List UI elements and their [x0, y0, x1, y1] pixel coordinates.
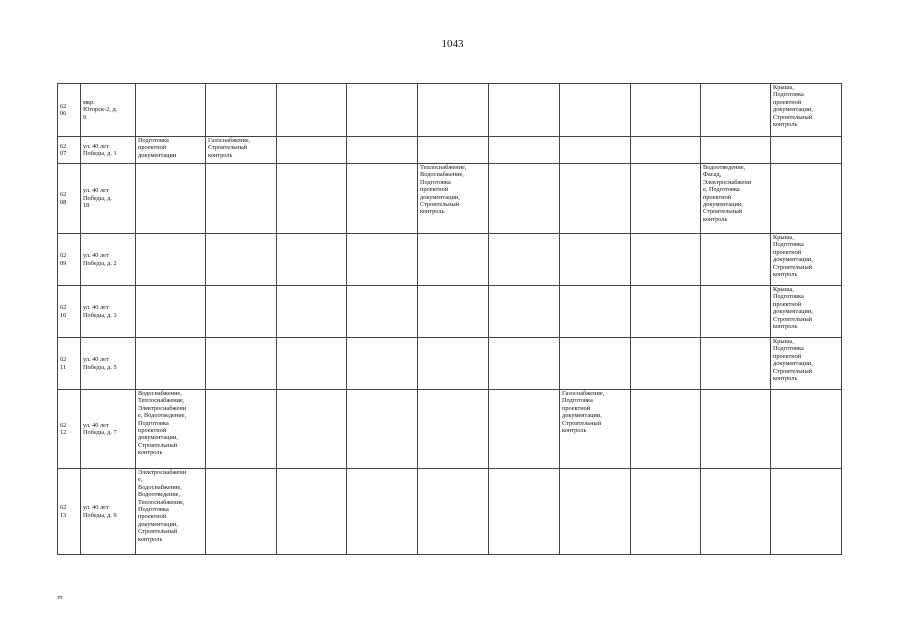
work-cell: Водоотведение, Фасад, Электроснабжени е, Подготовка проектной документации, Строительный контроль [701, 164, 771, 234]
work-cell: Крыша, Подготовка проектной документации, Строительный контроль [771, 286, 842, 338]
work-cell [560, 164, 631, 234]
work-cell [771, 137, 842, 164]
work-cell [347, 469, 418, 555]
work-cell [560, 338, 631, 390]
work-cell [418, 234, 489, 286]
work-cell [418, 469, 489, 555]
work-cell [136, 338, 206, 390]
work-cell [701, 286, 771, 338]
work-cell [277, 390, 347, 469]
table-row [58, 390, 842, 469]
work-cell [277, 164, 347, 234]
table-row [58, 164, 842, 234]
work-cell [418, 390, 489, 469]
work-cell [631, 469, 701, 555]
work-cell [560, 286, 631, 338]
address-cell: ул. 40 лет Победы, д. 2 [81, 234, 136, 286]
work-cell [136, 286, 206, 338]
work-cell [136, 234, 206, 286]
table-row [58, 84, 842, 137]
work-cell [418, 286, 489, 338]
address-cell: ул. 40 лет Победы, д. 7 [81, 390, 136, 469]
object-id-cell: 62 07 [58, 137, 81, 164]
work-cell [347, 286, 418, 338]
work-cell [631, 338, 701, 390]
address-cell: ул. 40 лет Победы, д. 9 [81, 469, 136, 555]
work-cell [347, 390, 418, 469]
work-cell [631, 286, 701, 338]
work-cell [418, 137, 489, 164]
work-cell [560, 84, 631, 137]
footer-note: зт [57, 594, 63, 601]
work-cell [771, 164, 842, 234]
work-cell [277, 234, 347, 286]
work-cell [347, 338, 418, 390]
work-cell [489, 338, 560, 390]
table-body [58, 84, 842, 555]
work-cell [277, 338, 347, 390]
work-cell [701, 84, 771, 137]
work-cell [206, 469, 277, 555]
work-cell [560, 469, 631, 555]
work-cell [771, 390, 842, 469]
work-cell [489, 286, 560, 338]
address-cell: ул. 40 лет Победы, д. 3 [81, 286, 136, 338]
table-row [58, 469, 842, 555]
work-cell [277, 137, 347, 164]
work-cell: Крыша, Подготовка проектной документации, Строительный контроль [771, 84, 842, 137]
page-number: 1043 [441, 38, 464, 50]
work-cell [489, 84, 560, 137]
work-cell [489, 234, 560, 286]
work-cell [136, 164, 206, 234]
work-cell: Крыша, Подготовка проектной документации, Строительный контроль [771, 234, 842, 286]
object-id-cell: 62 09 [58, 234, 81, 286]
work-cell [347, 84, 418, 137]
work-cell [701, 338, 771, 390]
work-cell [631, 164, 701, 234]
work-cell [489, 390, 560, 469]
address-cell: ул. 40 лет Победы, д. 5 [81, 338, 136, 390]
work-cell [489, 137, 560, 164]
work-cell [701, 390, 771, 469]
address-cell: ул. 40 лет Победы, д. 1 [81, 137, 136, 164]
work-cell [631, 234, 701, 286]
work-cell [277, 84, 347, 137]
work-cell [489, 164, 560, 234]
work-cell: Теплоснабжение, Водоснабжение, Подготовка проектной документации, Строительный контроль [418, 164, 489, 234]
work-cell [206, 164, 277, 234]
work-cell: Газоснабжение, Подготовка проектной документации, Строительный контроль [560, 390, 631, 469]
work-cell [631, 390, 701, 469]
work-cell [277, 469, 347, 555]
work-cell [701, 137, 771, 164]
work-cell: Крыша, Подготовка проектной документации, Строительный контроль [771, 338, 842, 390]
table-row [58, 234, 842, 286]
address-cell: ул. 40 лет Победы, д. 18 [81, 164, 136, 234]
work-cell [206, 234, 277, 286]
work-cell: Электроснабжени е, Водоснабжение, Водоотведение, Теплоснабжение, Подготовка проектной документации, Строительный контроль [136, 469, 206, 555]
object-id-cell: 62 10 [58, 286, 81, 338]
table-row [58, 286, 842, 338]
work-cell [347, 234, 418, 286]
work-cell [560, 234, 631, 286]
work-cell: Водоснабжение, Теплоснабжение, Электроснабжени е, Водоотведение, Подготовка проектной документации, Строительный контроль [136, 390, 206, 469]
work-cell [277, 286, 347, 338]
work-cell [206, 286, 277, 338]
work-cell: Газоснабжение, Строительный контроль [206, 137, 277, 164]
work-cell [347, 137, 418, 164]
work-cell [206, 390, 277, 469]
table-row [58, 137, 842, 164]
object-id-cell: 62 12 [58, 390, 81, 469]
program-table [57, 83, 842, 555]
address-cell: мкр. Югорск-2, д. 9 [81, 84, 136, 137]
work-cell [631, 137, 701, 164]
work-cell [489, 469, 560, 555]
object-id-cell: 62 11 [58, 338, 81, 390]
table-row [58, 338, 842, 390]
work-cell [136, 84, 206, 137]
work-cell [347, 164, 418, 234]
work-cell [701, 234, 771, 286]
work-cell [631, 84, 701, 137]
work-cell [771, 469, 842, 555]
object-id-cell: 62 06 [58, 84, 81, 137]
work-cell [418, 338, 489, 390]
work-cell [206, 338, 277, 390]
work-cell [560, 137, 631, 164]
object-id-cell: 62 08 [58, 164, 81, 234]
object-id-cell: 62 13 [58, 469, 81, 555]
work-cell [418, 84, 489, 137]
work-cell [206, 84, 277, 137]
work-cell [701, 469, 771, 555]
work-cell: Подготовка проектной документации [136, 137, 206, 164]
